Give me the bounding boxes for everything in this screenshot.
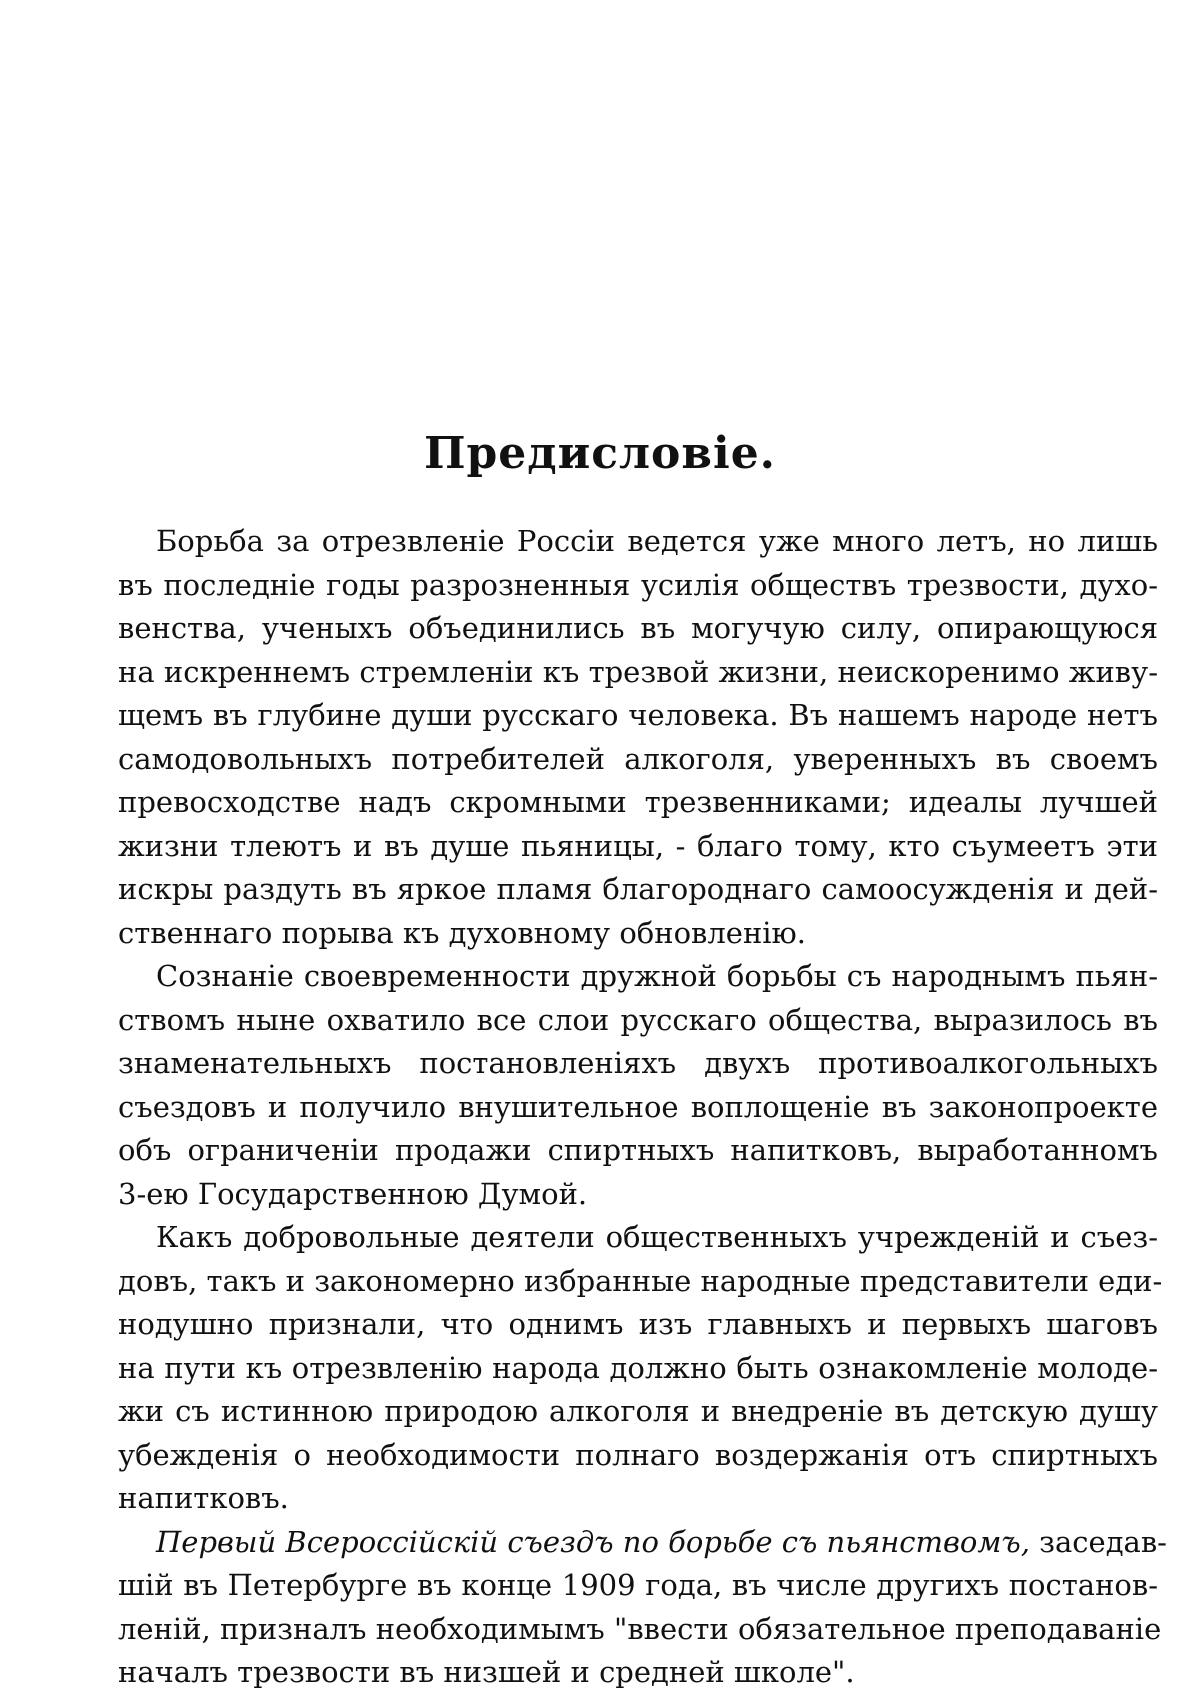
paragraph-3 — [118, 1216, 1158, 1521]
text-line: Борьба за отрезвленіе Россіи ведется уже много летъ, но лишь — [118, 520, 1158, 564]
text-line: самодовольныхъ потребителей алкоголя, уверенныхъ въ своемъ — [118, 738, 1158, 782]
lead-rest: заседав- — [1030, 1525, 1167, 1559]
italic-lead: Первый Всероссійскій съездъ по борьбе съ пьянствомъ, — [156, 1525, 1030, 1559]
text-line: превосходстве надъ скромными трезвенниками; идеалы лучшей — [118, 781, 1158, 825]
text-line: ствомъ ныне охватило все слои русскаго общества, выразилось въ — [118, 999, 1158, 1043]
text-line: жи съ истинною природою алкоголя и внедреніе въ детскую душу — [118, 1390, 1158, 1434]
text-line: объ ограниченіи продажи спиртныхъ напитковъ, выработанномъ — [118, 1129, 1158, 1173]
text-line: ственнаго порыва къ духовному обновленію. — [118, 912, 1158, 956]
text-line: искры раздуть въ яркое пламя благороднаго самоосужденія и дей- — [118, 868, 1158, 912]
paragraph-1 — [118, 520, 1158, 955]
text-line: шій въ Петербурге въ конце 1909 года, въ числе другихъ постанов- — [118, 1564, 1158, 1608]
document-page — [0, 0, 1200, 1688]
text-line: Какъ добровольные деятели общественныхъ учрежденій и съез- — [118, 1216, 1158, 1260]
text-line: венства, ученыхъ объединились въ могучую силу, опирающуюся — [118, 607, 1158, 651]
text-line: довъ, такъ и закономерно избранные народные представители еди- — [118, 1260, 1158, 1304]
paragraph-2 — [118, 955, 1158, 1216]
text-line: жизни тлеютъ и въ душе пьяницы, - благо тому, кто съумеетъ эти — [118, 825, 1158, 869]
text-line: на искреннемъ стремленіи къ трезвой жизни, неискоренимо живу- — [118, 651, 1158, 695]
page-title: Предисловіе. — [0, 428, 1200, 479]
text-line: 3-ею Государственною Думой. — [118, 1173, 1158, 1217]
text-line — [118, 1521, 1158, 1565]
body-text — [118, 520, 1158, 1695]
text-line: леній, призналъ необходимымъ "ввести обязательное преподаваніе — [118, 1608, 1158, 1652]
text-line: напитковъ. — [118, 1477, 1158, 1521]
text-line: съездовъ и получило внушительное воплощеніе въ законопроекте — [118, 1086, 1158, 1130]
text-line: въ последніе годы разрозненныя усилія обществъ трезвости, духо- — [118, 564, 1158, 608]
text-line: убежденія о необходимости полнаго воздержанія отъ спиртныхъ — [118, 1434, 1158, 1478]
text-line: Сознаніе своевременности дружной борьбы съ народнымъ пьян- — [118, 955, 1158, 999]
text-line: нодушно признали, что однимъ изъ главныхъ и первыхъ шаговъ — [118, 1303, 1158, 1347]
text-line: на пути къ отрезвленію народа должно быть ознакомленіе молоде- — [118, 1347, 1158, 1391]
text-line: началъ трезвости въ низшей и средней школе". — [118, 1651, 1158, 1695]
paragraph-4 — [118, 1521, 1158, 1695]
text-line: щемъ въ глубине души русскаго человека. Въ нашемъ народе нетъ — [118, 694, 1158, 738]
text-line: знаменательныхъ постановленіяхъ двухъ противоалкогольныхъ — [118, 1042, 1158, 1086]
